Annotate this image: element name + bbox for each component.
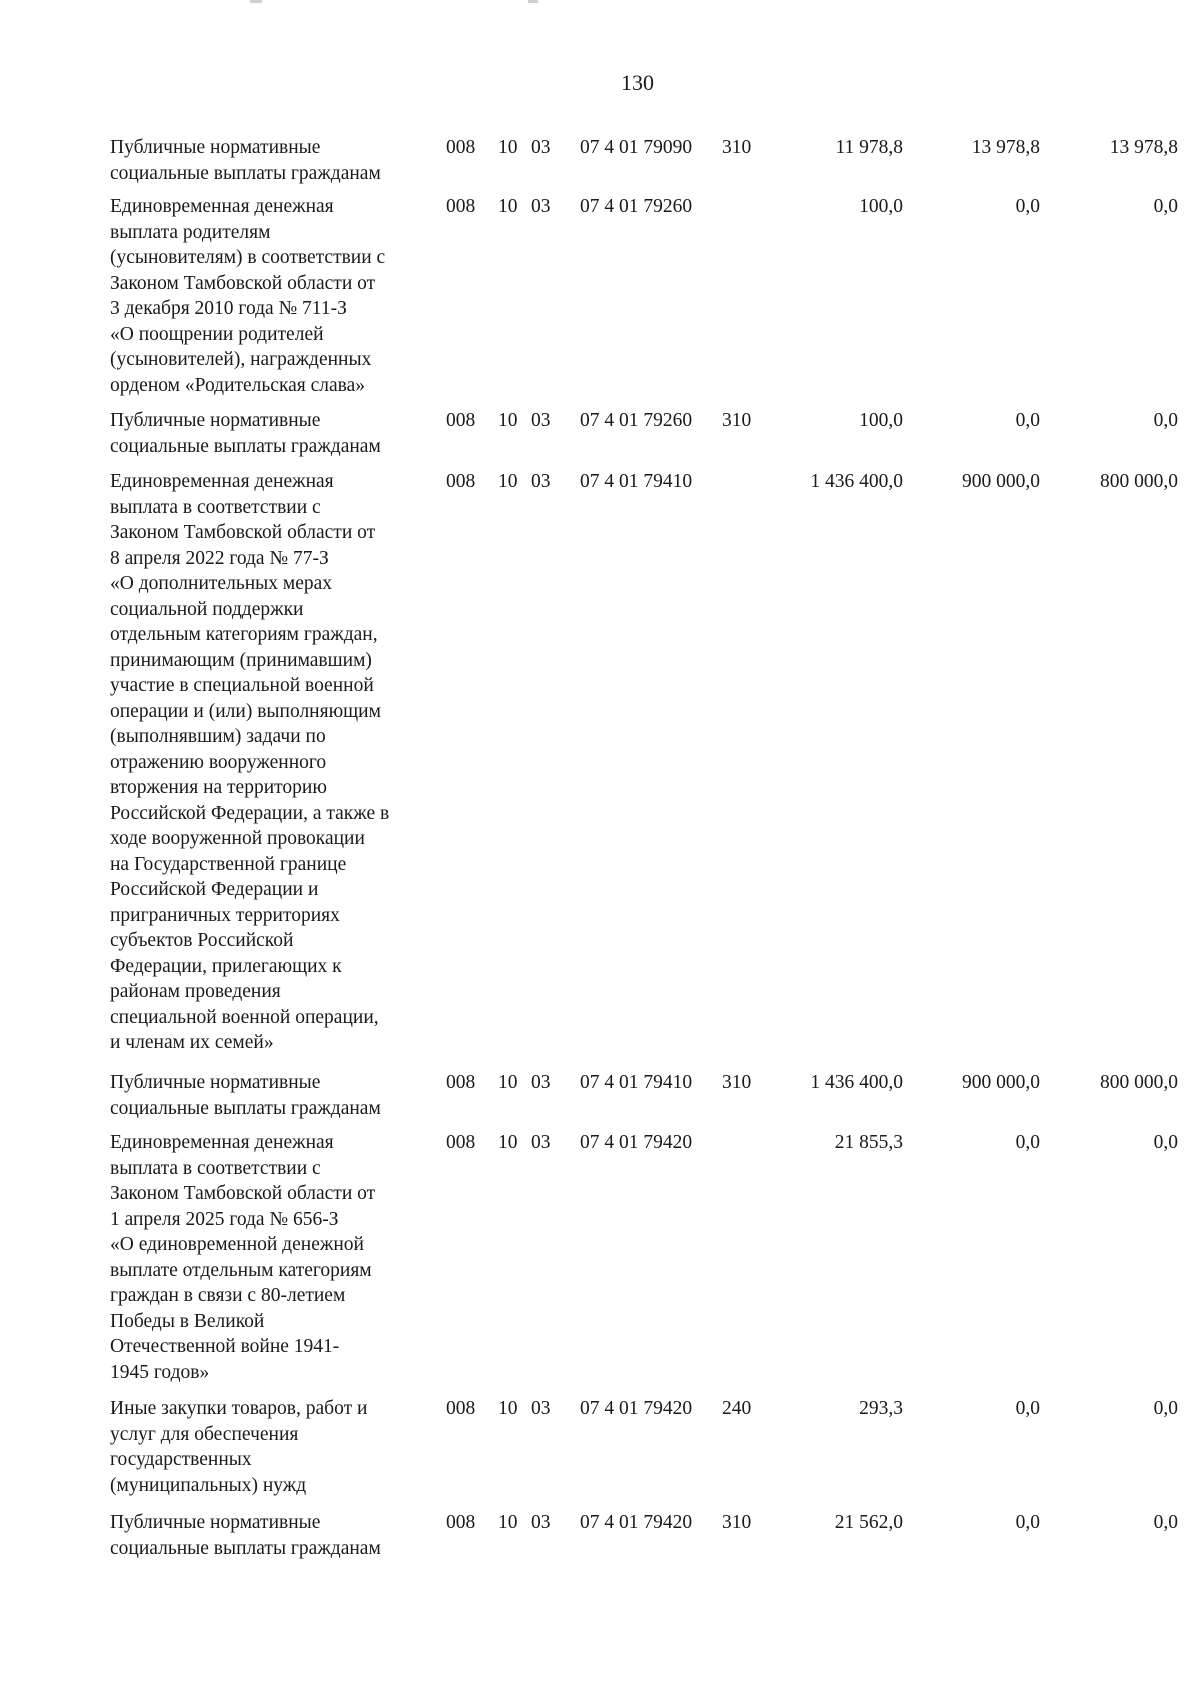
subsection-code: 03 <box>531 1132 551 1153</box>
subsection-code: 03 <box>531 1512 551 1533</box>
subsection-code: 03 <box>531 196 551 217</box>
ministry-code: 008 <box>446 137 476 158</box>
section-code: 10 <box>498 1398 518 1419</box>
amount-year-2: 900 000,0 <box>962 1072 1040 1093</box>
row-label: Публичные нормативные социальные выплаты гражданам <box>110 1512 381 1559</box>
expense-type-code: 310 <box>722 1512 752 1533</box>
amount-year-2: 900 000,0 <box>962 471 1040 492</box>
amount-year-3: 0,0 <box>1153 196 1178 217</box>
amount-year-3: 0,0 <box>1153 1132 1178 1153</box>
section-code: 10 <box>498 137 518 158</box>
amount-year-3: 0,0 <box>1153 410 1178 431</box>
ministry-code: 008 <box>446 1512 476 1533</box>
ministry-code: 008 <box>446 471 476 492</box>
row-label: Иные закупки товаров, работ и услуг для обеспечения государственных (муниципальных) нужд <box>110 1398 368 1496</box>
ministry-code: 008 <box>446 1398 476 1419</box>
amount-year-1: 293,3 <box>859 1398 903 1419</box>
subsection-code: 03 <box>531 410 551 431</box>
amount-year-2: 0,0 <box>1015 1512 1040 1533</box>
section-code: 10 <box>498 1512 518 1533</box>
subsection-code: 03 <box>531 1072 551 1093</box>
target-article-code: 07 4 01 79410 <box>580 471 693 492</box>
amount-year-2: 0,0 <box>1015 1398 1040 1419</box>
ministry-code: 008 <box>446 410 476 431</box>
subsection-code: 03 <box>531 1398 551 1419</box>
ministry-code: 008 <box>446 196 476 217</box>
section-code: 10 <box>498 1072 518 1093</box>
expense-type-code: 310 <box>722 137 752 158</box>
target-article-code: 07 4 01 79410 <box>580 1072 693 1093</box>
expense-type-code: 310 <box>722 410 752 431</box>
amount-year-2: 0,0 <box>1015 410 1040 431</box>
expense-type-code: 240 <box>722 1398 752 1419</box>
subsection-code: 03 <box>531 471 551 492</box>
target-article-code: 07 4 01 79090 <box>580 137 693 158</box>
row-label: Публичные нормативные социальные выплаты гражданам <box>110 137 381 184</box>
target-article-code: 07 4 01 79260 <box>580 196 693 217</box>
target-article-code: 07 4 01 79420 <box>580 1398 693 1419</box>
target-article-code: 07 4 01 79260 <box>580 410 693 431</box>
amount-year-1: 100,0 <box>859 196 903 217</box>
amount-year-1: 21 562,0 <box>834 1512 903 1533</box>
amount-year-3: 0,0 <box>1153 1398 1178 1419</box>
amount-year-3: 13 978,8 <box>1109 137 1178 158</box>
amount-year-1: 11 978,8 <box>835 137 903 158</box>
amount-year-2: 13 978,8 <box>971 137 1040 158</box>
amount-year-1: 100,0 <box>859 410 903 431</box>
amount-year-1: 1 436 400,0 <box>810 1072 903 1093</box>
row-label: Публичные нормативные социальные выплаты гражданам <box>110 1072 381 1119</box>
amount-year-3: 0,0 <box>1153 1512 1178 1533</box>
row-label: Публичные нормативные социальные выплаты гражданам <box>110 410 381 457</box>
scan-mark <box>528 0 538 3</box>
expense-type-code: 310 <box>722 1072 752 1093</box>
amount-year-2: 0,0 <box>1015 1132 1040 1153</box>
target-article-code: 07 4 01 79420 <box>580 1132 693 1153</box>
section-code: 10 <box>498 196 518 217</box>
row-label: Единовременная денежная выплата в соответствии с Законом Тамбовской области от 8 апреля 2022 года № 77-З «О дополнительных мерах социальной поддержки отдельным категориям граждан, принимающим (принимавшим) участие в специальной военной операции и (или) выполняющим (выполнявшим) задачи по отражению вооруженного вторжения на территорию Российской Федерации, а также в ходе вооруженной провокации на Государственной границе Российской Федерации и приграничных территориях субъектов Российской Федерации, прилегающих к районам проведения специальной военной операции, и членам их семей» <box>110 471 390 1053</box>
amount-year-3: 800 000,0 <box>1100 1072 1178 1093</box>
amount-year-2: 0,0 <box>1015 196 1040 217</box>
amount-year-1: 1 436 400,0 <box>810 471 903 492</box>
row-label: Единовременная денежная выплата родителям (усыновителям) в соответствии с Законом Тамбовской области от 3 декабря 2010 года № 711-З «О поощрении родителей (усыновителей), награжденных орденом «Родительская слава» <box>110 196 386 396</box>
row-label: Единовременная денежная выплата в соответствии с Законом Тамбовской области от 1 апреля 2025 года № 656-З «О единовременной денежной выплате отдельным категориям граждан в связи с 80-летием Победы в Великой Отечественной войне 1941- 1945 годов» <box>110 1132 376 1383</box>
scan-mark <box>250 0 262 3</box>
subsection-code: 03 <box>531 137 551 158</box>
page-number: 130 <box>621 70 654 95</box>
ministry-code: 008 <box>446 1072 476 1093</box>
section-code: 10 <box>498 1132 518 1153</box>
section-code: 10 <box>498 410 518 431</box>
target-article-code: 07 4 01 79420 <box>580 1512 693 1533</box>
amount-year-3: 800 000,0 <box>1100 471 1178 492</box>
ministry-code: 008 <box>446 1132 476 1153</box>
amount-year-1: 21 855,3 <box>834 1132 903 1153</box>
section-code: 10 <box>498 471 518 492</box>
